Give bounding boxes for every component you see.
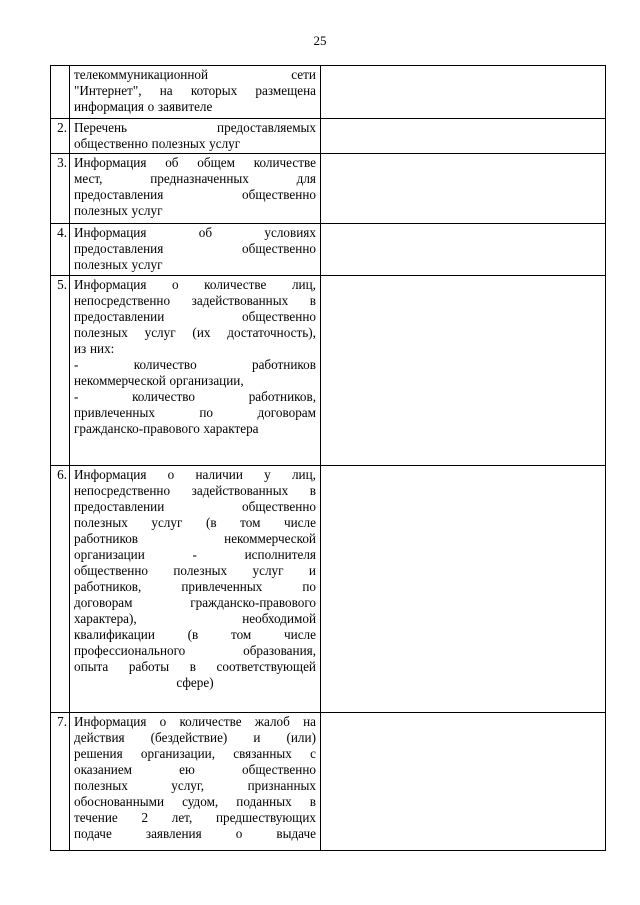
- text-line: предоставления общественно: [74, 241, 316, 256]
- row-value-cell: [321, 224, 606, 276]
- text-line: "Интернет", на которых размещена: [74, 83, 316, 98]
- text-line: Информация об условиях: [74, 225, 316, 240]
- text-line: непосредственно задействованных в: [74, 293, 316, 308]
- row-description: [70, 713, 321, 851]
- text-line: предоставления общественно: [74, 187, 316, 202]
- text-line: общественно полезных услуг: [74, 136, 241, 151]
- text-line: характера), необходимой: [74, 611, 316, 626]
- row-number: 7.: [51, 713, 70, 851]
- text-line: Перечень предоставляемых: [74, 120, 316, 135]
- table-row: [51, 154, 606, 224]
- row-value-cell: [321, 66, 606, 119]
- row-number: 4.: [51, 224, 70, 276]
- text-line: работников некоммерческой: [74, 531, 316, 546]
- table-row: [51, 713, 606, 851]
- row-description: [70, 119, 321, 154]
- text-line: полезных услуг (их достаточность),: [74, 325, 316, 340]
- text-line: организации - исполнителя: [74, 547, 316, 562]
- row-value-cell: [321, 713, 606, 851]
- text-line: Информация о наличии у лиц,: [74, 467, 316, 482]
- text-line: оказанием ею общественно: [74, 762, 316, 777]
- text-line: предоставлении общественно: [74, 499, 316, 514]
- text-line: квалификации (в том числе: [74, 627, 316, 642]
- text-line: гражданско-правового характера: [74, 421, 259, 436]
- text-line: Информация о количестве лиц,: [74, 277, 316, 292]
- text-line: мест, предназначенных для: [74, 171, 316, 186]
- row-description: [70, 66, 321, 119]
- text-line: действия (бездействие) и (или): [74, 730, 316, 745]
- text-line: предоставлении общественно: [74, 309, 316, 324]
- row-value-cell: [321, 154, 606, 224]
- text-line: общественно полезных услуг и: [74, 563, 316, 578]
- row-description: [70, 276, 321, 466]
- text-line: полезных услуг: [74, 257, 163, 272]
- text-line: некоммерческой организации,: [74, 373, 244, 388]
- text-line: информация о заявителе: [74, 99, 213, 114]
- text-line: решения организации, связанных с: [74, 746, 316, 761]
- row-number: 3.: [51, 154, 70, 224]
- page-number: 25: [313, 33, 327, 48]
- row-value-cell: [321, 119, 606, 154]
- row-value-cell: [321, 276, 606, 466]
- text-line: - количество работников,: [74, 389, 316, 404]
- table-row: [51, 224, 606, 276]
- text-line: привлеченных по договорам: [74, 405, 316, 420]
- row-number: 2.: [51, 119, 70, 154]
- text-line: обоснованными судом, поданных в: [74, 794, 316, 809]
- text-line: полезных услуг: [74, 203, 163, 218]
- row-value-cell: [321, 466, 606, 713]
- text-line: телекоммуникационной сети: [74, 67, 316, 82]
- text-line: течение 2 лет, предшествующих: [74, 810, 316, 825]
- text-line: сфере): [176, 675, 214, 690]
- row-description: [70, 224, 321, 276]
- table-row: [51, 119, 606, 154]
- text-line: Информация о количестве жалоб на: [74, 714, 316, 729]
- text-line: полезных услуг (в том числе: [74, 515, 316, 530]
- text-line: из них:: [74, 341, 115, 356]
- row-description: [70, 466, 321, 713]
- text-line: опыта работы в соответствующей: [74, 659, 316, 674]
- text-line: договорам гражданско-правового: [74, 595, 316, 610]
- row-number: 6.: [51, 466, 70, 713]
- text-line: - количество работников: [74, 357, 316, 372]
- text-line: Информация об общем количестве: [74, 155, 316, 170]
- text-line: профессионального образования,: [74, 643, 316, 658]
- row-number: [51, 66, 70, 119]
- table-row: [51, 466, 606, 713]
- text-line: непосредственно задействованных в: [74, 483, 316, 498]
- text-line: подаче заявления о выдаче: [74, 826, 316, 841]
- table-row: [51, 276, 606, 466]
- text-line: работников, привлеченных по: [74, 579, 316, 594]
- text-line: полезных услуг, признанных: [74, 778, 316, 793]
- services-info-table: [50, 65, 606, 851]
- row-number: 5.: [51, 276, 70, 466]
- table-row: [51, 66, 606, 119]
- row-description: [70, 154, 321, 224]
